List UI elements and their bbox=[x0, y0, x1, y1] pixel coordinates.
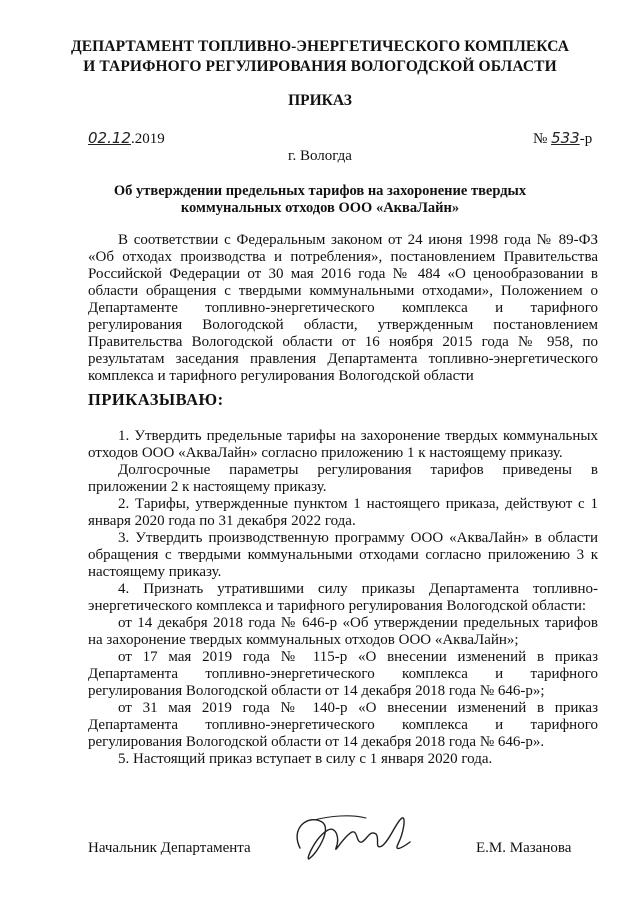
date-year: .2019 bbox=[130, 131, 165, 147]
handwritten-signature bbox=[270, 808, 430, 870]
department-header-line2: И ТАРИФНОГО РЕГУЛИРОВАНИЯ ВОЛОГОДСКОЙ ОБЛАСТИ bbox=[83, 58, 557, 75]
number-suffix: -р bbox=[579, 131, 593, 147]
order-title: ПРИКАЗ bbox=[288, 92, 352, 109]
preamble-text: В соответствии с Федеральным законом от 24 июня 1998 года № 89-ФЗ «Об отходах производства и потребления», постановлением Правительства Российской Федерации от 30 мая 2016 года № 484 «О ценообразовании в области обращения с твердыми коммунальными отходами», Положением о Департаменте топливно-энергетического комплекса и тарифного регулирования Вологодской области, утвержденным постановлением Правительства Вологодской области от 16 ноября 2015 года № 958, по результатам заседания правления Департамента топливно-энергетического комплекса и тарифного регулирования Вологодской области bbox=[88, 232, 598, 384]
item-4-order-646: от 14 декабря 2018 года № 646-р «Об утверждении предельных тарифов на захоронение твердых коммунальных отходов ООО «АкваЛайн»; bbox=[88, 615, 598, 648]
command-heading: ПРИКАЗЫВАЮ: bbox=[88, 390, 224, 409]
subject-line2: коммунальных отходов ООО «АкваЛайн» bbox=[180, 200, 460, 216]
signatory-name: Е.М. Мазанова bbox=[476, 840, 572, 856]
handwritten-date: 02.12 bbox=[88, 129, 131, 147]
item-4-order-140: от 31 мая 2019 года № 140-р «О внесении изменений в приказ Департамента топливно-энергетического комплекса и тарифного регулирования Вологодской области от 14 декабря 2018 года № 646-р». bbox=[88, 700, 598, 750]
item-3: 3. Утвердить производственную программу ООО «АкваЛайн» в области обращения с твердыми коммунальными отходами согласно приложению 3 к настоящему приказу. bbox=[88, 530, 598, 580]
order-number bbox=[533, 129, 592, 148]
preamble bbox=[88, 232, 598, 385]
item-1-note: Долгосрочные параметры регулирования тарифов приведены в приложении 2 к настоящему приказу. bbox=[88, 462, 598, 495]
signatory-position: Начальник Департамента bbox=[88, 840, 251, 856]
handwritten-number: 533 bbox=[551, 129, 580, 147]
department-header-line1: ДЕПАРТАМЕНТ ТОПЛИВНО-ЭНЕРГЕТИЧЕСКОГО КОМПЛЕКСА bbox=[70, 38, 570, 55]
item-1: 1. Утвердить предельные тарифы на захоронение твердых коммунальных отходов ООО «АкваЛайн» согласно приложению 1 к настоящему приказу. bbox=[88, 428, 598, 461]
subject-line1: Об утверждении предельных тарифов на захоронение твердых bbox=[113, 183, 527, 199]
city: г. Вологда bbox=[288, 148, 352, 164]
order-date bbox=[88, 129, 165, 148]
order-items bbox=[88, 428, 598, 768]
item-5: 5. Настоящий приказ вступает в силу с 1 января 2020 года. bbox=[118, 751, 493, 767]
item-2: 2. Тарифы, утвержденные пунктом 1 настоящего приказа, действуют с 1 января 2020 года по 31 декабря 2022 года. bbox=[88, 496, 598, 529]
number-sign: № bbox=[533, 131, 548, 147]
item-4: 4. Признать утратившими силу приказы Департамента топливно-энергетического комплекса и тарифного регулирования Вологодской области: bbox=[88, 581, 598, 614]
order-subject bbox=[110, 183, 530, 217]
item-4-order-115: от 17 мая 2019 года № 115-р «О внесении изменений в приказ Департамента топливно-энергетического комплекса и тарифного регулирования Вологодской области от 14 декабря 2018 года № 646-р»; bbox=[88, 649, 598, 699]
